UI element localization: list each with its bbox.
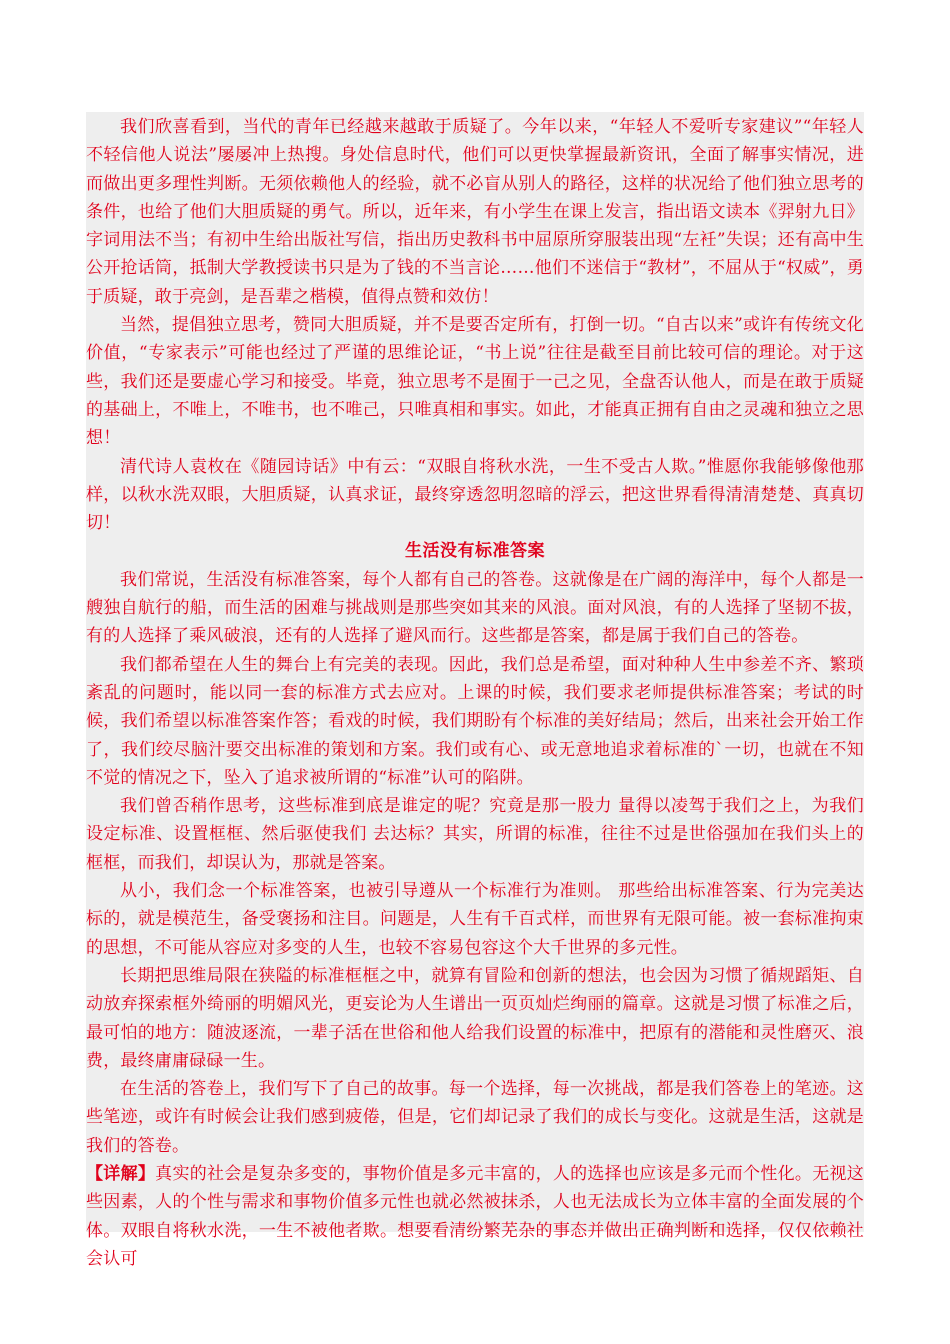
paragraph: 我们常说，生活没有标准答案，每个人都有自己的答卷。这就像是在广阔的海洋中，每个人都是一艘独自航行的船，而生活的困难与挑战则是那些突如其来的风浪。面对风浪，有的人选择了坚韧不拔，有的人选择了乘风破浪，还有的人选择了避风而行。这些都是答案，都是属于我们自己的答卷。 <box>86 569 864 647</box>
essay-body <box>86 113 864 1273</box>
analysis-text: 真实的社会是复杂多变的，事物价值是多元丰富的，人的选择也应该是多元而个性化。无视这些因素，人的个性与需求和事物价值多元性也就必然被抹杀，人也无法成长为立体丰富的全面发展的个体。双眼自将秋水洗，一生不被他者欺。想要看清纷繁芜杂的事态并做出正确判断和选择，仅仅依赖社会认可 <box>86 1163 864 1269</box>
paragraph: 我们都希望在人生的舞台上有完美的表现。因此，我们总是希望，面对种种人生中参差不齐、繁琐紊乱的问题时，能以同一套的标准方式去应对。上课的时候，我们要求老师提供标准答案；考试的时候，我们希望以标准答案作答；看戏的时候，我们期盼有个标准的美好结局；然后，出来社会开始工作了，我们绞尽脑汁要交出标准的策划和方案。我们或有心、或无意地追求着标准的`一切，也就在不知不觉的情况之下，坠入了追求被所谓的“标准”认可的陷阱。 <box>86 654 864 788</box>
paragraph: 长期把思维局限在狭隘的标准框框之中，就算有冒险和创新的想法，也会因为习惯了循规蹈矩、自动放弃探索框外绮丽的明媚风光，更妄论为人生谱出一页页灿烂绚丽的篇章。这就是习惯了标准之后，最可怕的地方：随波逐流，一辈子活在世俗和他人给我们设置的标准中，把原有的潜能和灵性磨灭、浪费，最终庸庸碌碌一生。 <box>86 965 864 1071</box>
analysis-tag: 【详解】 <box>86 1163 156 1184</box>
paragraph: 我们欣喜看到，当代的青年已经越来越敢于质疑了。今年以来，“年轻人不爱听专家建议”“年轻人不轻信他人说法”屡屡冲上热搜。身处信息时代，他们可以更快掌握最新资讯，全面了解事实情况，进而做出更多理性判断。无须依赖他人的经验，就不必盲从别人的路径，这样的状况给了他们独立思考的条件，也给了他们大胆质疑的勇气。所以，近年来，有小学生在课上发言，指出语文读本《羿射九日》字词用法不当；有初中生给出版社写信，指出历史教科书中屈原所穿服装出现“左衽”失误；还有高中生公开抢话筒，抵制大学教授读书只是为了钱的不当言论……他们不迷信于“教材”，不屈从于“权威”，勇于质疑，敢于亮剑，是吾辈之楷模，值得点赞和效仿！ <box>86 117 864 307</box>
essay-title: 生活没有标准答案 <box>405 541 545 562</box>
paragraph: 从小，我们念一个标准答案，也被引导遵从一个标准行为准则。 那些给出标准答案、行为完美达标的，就是模范生，备受褒扬和注目。问题是，人生有千百式样，而世界有无限可能。被一套标准拘束的思想，不可能从容应对多变的人生，也较不容易包容这个大千世界的多元性。 <box>86 881 864 958</box>
paragraph: 清代诗人袁枚在《随园诗话》中有云：“双眼自将秋水洗，一生不受古人欺。”惟愿你我能够像他那样，以秋水洗双眼，大胆质疑，认真求证，最终穿透忽明忽暗的浮云，把这世界看得清清楚楚、真真切切！ <box>86 456 864 534</box>
paragraph: 我们曾否稍作思考，这些标准到底是谁定的呢？究竟是那一股力 量得以凌驾于我们之上，为我们设定标准、设置框框、然后驱使我们 去达标？其实，所谓的标准，往往不过是世俗强加在我们头上的框框，而我们，却误认为，那就是答案。 <box>86 796 864 873</box>
paragraph: 在生活的答卷上，我们写下了自己的故事。每一个选择，每一次挑战，都是我们答卷上的笔迹。这些笔迹，或许有时候会让我们感到疲倦，但是，它们却记录了我们的成长与变化。这就是生活，这就是我们的答卷。 <box>86 1079 864 1156</box>
paragraph: 当然，提倡独立思考，赞同大胆质疑，并不是要否定所有，打倒一切。“自古以来”或许有传统文化价值，“专家表示”可能也经过了严谨的思维论证，“书上说”往往是截至目前比较可信的理论。对于这些，我们还是要虚心学习和接受。毕竟，独立思考不是囿于一己之见，全盘否认他人，而是在敢于质疑的基础上，不唯上，不唯书，也不唯己，只唯真相和事实。如此，才能真正拥有自由之灵魂和独立之思想！ <box>86 315 864 449</box>
analysis-paragraph <box>86 1160 864 1273</box>
